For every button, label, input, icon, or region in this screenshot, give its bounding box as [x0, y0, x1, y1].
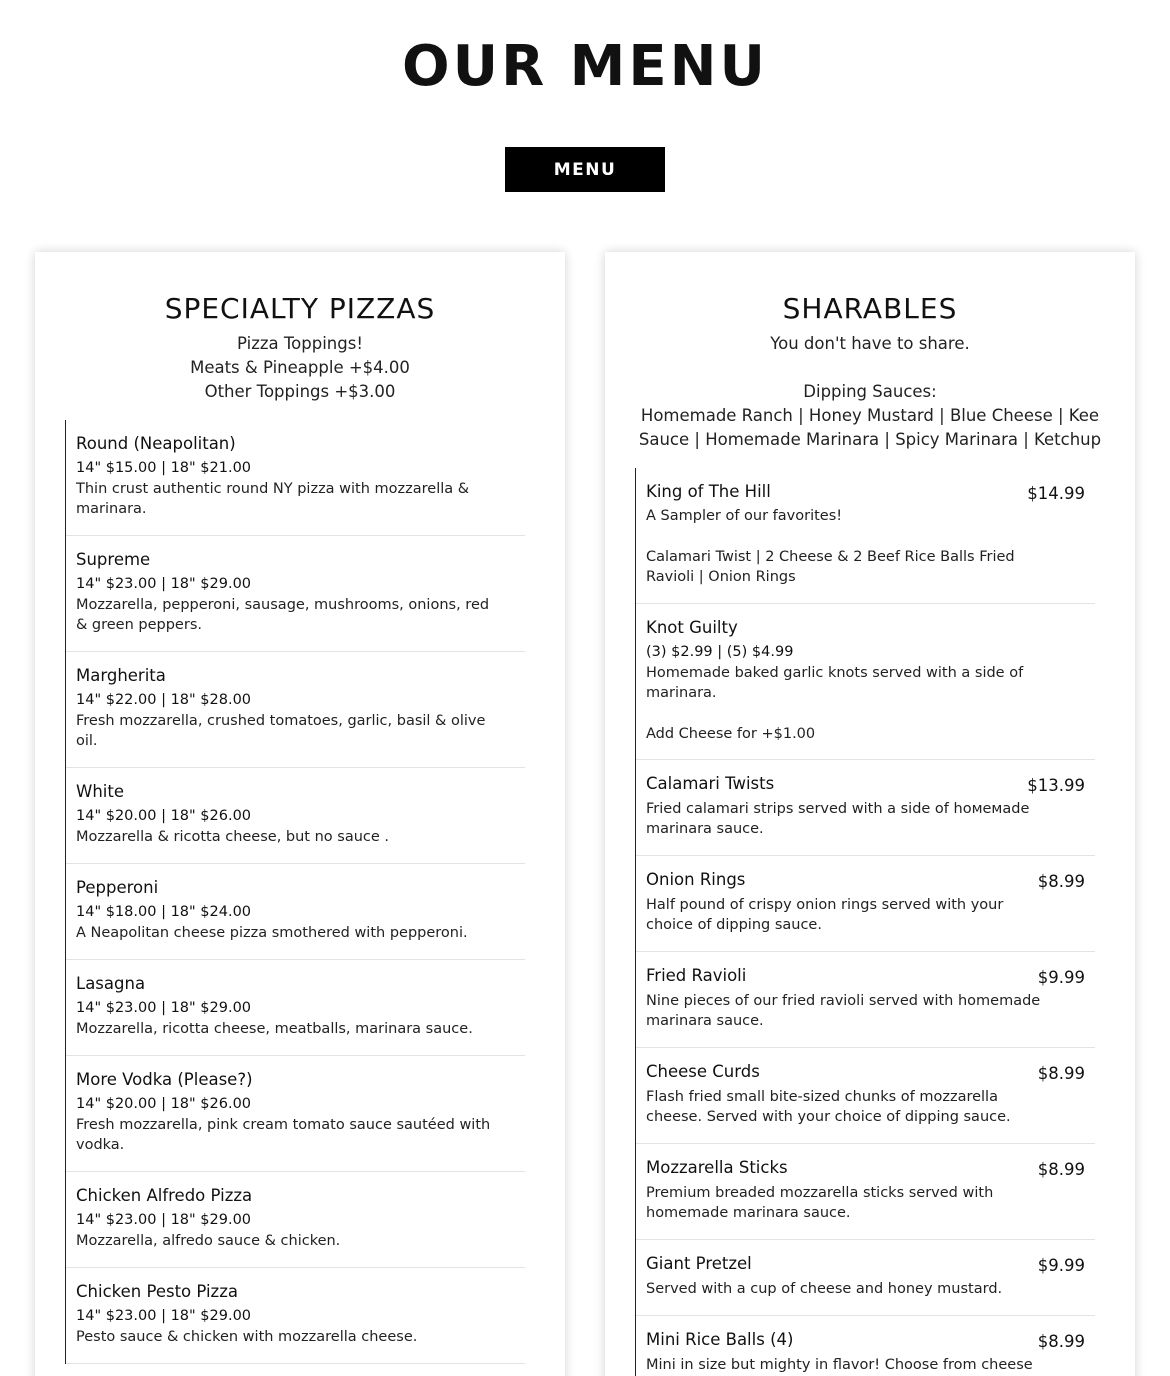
item-description: A Sampler of our favorites! [646, 508, 843, 524]
menu-item [636, 1144, 1095, 1240]
menu-item [66, 420, 525, 536]
item-name: Chicken Alfredo Pizza [76, 1186, 253, 1205]
item-extra: Calamari Twist | 2 Cheese & 2 Beef Rice Balls Fried Ravioli | Onion Rings [646, 549, 1015, 585]
item-price: $9.99 [1037, 1256, 1085, 1275]
section-title: SHARABLES [782, 292, 958, 325]
item-description: Mini in size but mighty in flavor! Choose from cheese [646, 1357, 1033, 1373]
menu-item [66, 1268, 525, 1364]
toppings-other-price: Other Toppings +$3.00 [204, 382, 396, 401]
item-description: Flash fried small bite-sized chunks of mozzarella cheese. Served with your choice of dipping sauce. [646, 1089, 1011, 1125]
item-sizes: 14" $23.00 | 18" $29.00 [76, 1000, 252, 1016]
item-price: $8.99 [1037, 872, 1085, 891]
dipping-sauces-list: Sauce | Homemade Marinara | Spicy Marinara | Ketchup [638, 430, 1102, 449]
sharables-tagline: You don't have to share. [770, 334, 970, 353]
item-sizes: 14" $20.00 | 18" $26.00 [76, 1096, 252, 1112]
item-name: Calamari Twists [646, 774, 775, 793]
item-description: Mozzarella, pepperoni, sausage, mushrooms, onions, red & green peppers. [76, 597, 490, 633]
sharables-card [605, 252, 1135, 1376]
item-name: Cheese Curds [646, 1062, 760, 1081]
item-name: White [76, 782, 124, 801]
pizza-list [65, 420, 525, 1364]
menu-item [636, 1240, 1095, 1316]
item-name: Mini Rice Balls (4) [646, 1330, 794, 1349]
item-description: Half pound of crispy onion rings served with your choice of dipping sauce. [646, 897, 1004, 933]
item-sizes: 14" $23.00 | 18" $29.00 [76, 576, 252, 592]
item-name: Lasagna [76, 974, 146, 993]
item-description: Mozzarella & ricotta cheese, but no sauce . [76, 829, 390, 845]
item-price: $13.99 [1027, 776, 1085, 795]
dipping-sauces-list: Homemade Ranch | Honey Mustard | Blue Cheese | Kee [640, 406, 1100, 425]
item-description: Nine pieces of our fried ravioli served with homemade marinara sauce. [646, 993, 1041, 1029]
item-name: King of The Hill [646, 482, 771, 501]
item-price: $8.99 [1037, 1332, 1085, 1351]
menu-item [66, 536, 525, 652]
item-name: Fried Ravioli [646, 966, 747, 985]
menu-item [636, 1048, 1095, 1144]
item-sizes: 14" $20.00 | 18" $26.00 [76, 808, 252, 824]
item-name: Knot Guilty [646, 618, 738, 637]
item-name: Supreme [76, 550, 151, 569]
item-price: $8.99 [1037, 1160, 1085, 1179]
item-description: Pesto sauce & chicken with mozzarella cheese. [76, 1329, 418, 1345]
menu-button[interactable]: MENU [505, 147, 665, 192]
item-name: Margherita [76, 666, 166, 685]
item-sizes: (3) $2.99 | (5) $4.99 [646, 644, 794, 660]
menu-item [66, 1056, 525, 1172]
menu-item [636, 856, 1095, 952]
item-description: Served with a cup of cheese and honey mustard. [646, 1281, 1003, 1297]
item-description: Fresh mozzarella, pink cream tomato sauce sautéed with vodka. [76, 1117, 491, 1153]
specialty-pizzas-card [35, 252, 565, 1376]
item-name: Pepperoni [76, 878, 159, 897]
item-name: Giant Pretzel [646, 1254, 752, 1273]
menu-item [636, 1316, 1095, 1376]
item-price: $9.99 [1037, 968, 1085, 987]
item-sizes: 14" $23.00 | 18" $29.00 [76, 1212, 252, 1228]
menu-item [636, 604, 1095, 760]
item-description: Mozzarella, alfredo sauce & chicken. [76, 1233, 341, 1249]
item-sizes: 14" $15.00 | 18" $21.00 [76, 460, 252, 476]
page-title: OUR MENU [401, 34, 768, 99]
item-name: Round (Neapolitan) [76, 434, 236, 453]
item-price: $14.99 [1027, 484, 1085, 503]
item-description: Fresh mozzarella, crushed tomatoes, garlic, basil & olive oil. [76, 713, 486, 749]
item-name: More Vodka (Please?) [76, 1070, 253, 1089]
menu-item [66, 652, 525, 768]
item-name: Mozzarella Sticks [646, 1158, 788, 1177]
section-title: SPECIALTY PIZZAS [164, 292, 436, 325]
item-description: Thin crust authentic round NY pizza with mozzarella & marinara. [76, 481, 470, 517]
toppings-meats-price: Meats & Pineapple +$4.00 [190, 358, 410, 377]
item-sizes: 14" $18.00 | 18" $24.00 [76, 904, 252, 920]
menu-item [66, 864, 525, 960]
menu-item [66, 1172, 525, 1268]
menu-item [66, 768, 525, 864]
dipping-sauces-heading: Dipping Sauces: [803, 382, 937, 401]
sharables-list [635, 468, 1095, 1376]
item-name: Chicken Pesto Pizza [76, 1282, 238, 1301]
item-sizes: 14" $23.00 | 18" $29.00 [76, 1308, 252, 1324]
item-name: Onion Rings [646, 870, 746, 889]
item-description: Mozzarella, ricotta cheese, meatballs, marinara sauce. [76, 1021, 473, 1037]
item-description: Homemade baked garlic knots served with a side of marinara. [646, 665, 1024, 701]
menu-item [636, 760, 1095, 856]
item-price: $8.99 [1037, 1064, 1085, 1083]
item-sizes: 14" $22.00 | 18" $28.00 [76, 692, 252, 708]
menu-item [636, 952, 1095, 1048]
item-description: Fried calamari strips served with a side of hoмeмade marinara sauce. [646, 801, 1030, 837]
item-description: A Neapolitan cheese pizza smothered with pepperoni. [76, 925, 468, 941]
item-description: Premium breaded mozzarella sticks served with homemade marinara sauce. [646, 1185, 994, 1221]
toppings-heading: Pizza Toppings! [237, 334, 363, 353]
menu-item [66, 960, 525, 1056]
item-extra: Add Cheese for +$1.00 [646, 726, 816, 742]
menu-item [636, 468, 1095, 604]
